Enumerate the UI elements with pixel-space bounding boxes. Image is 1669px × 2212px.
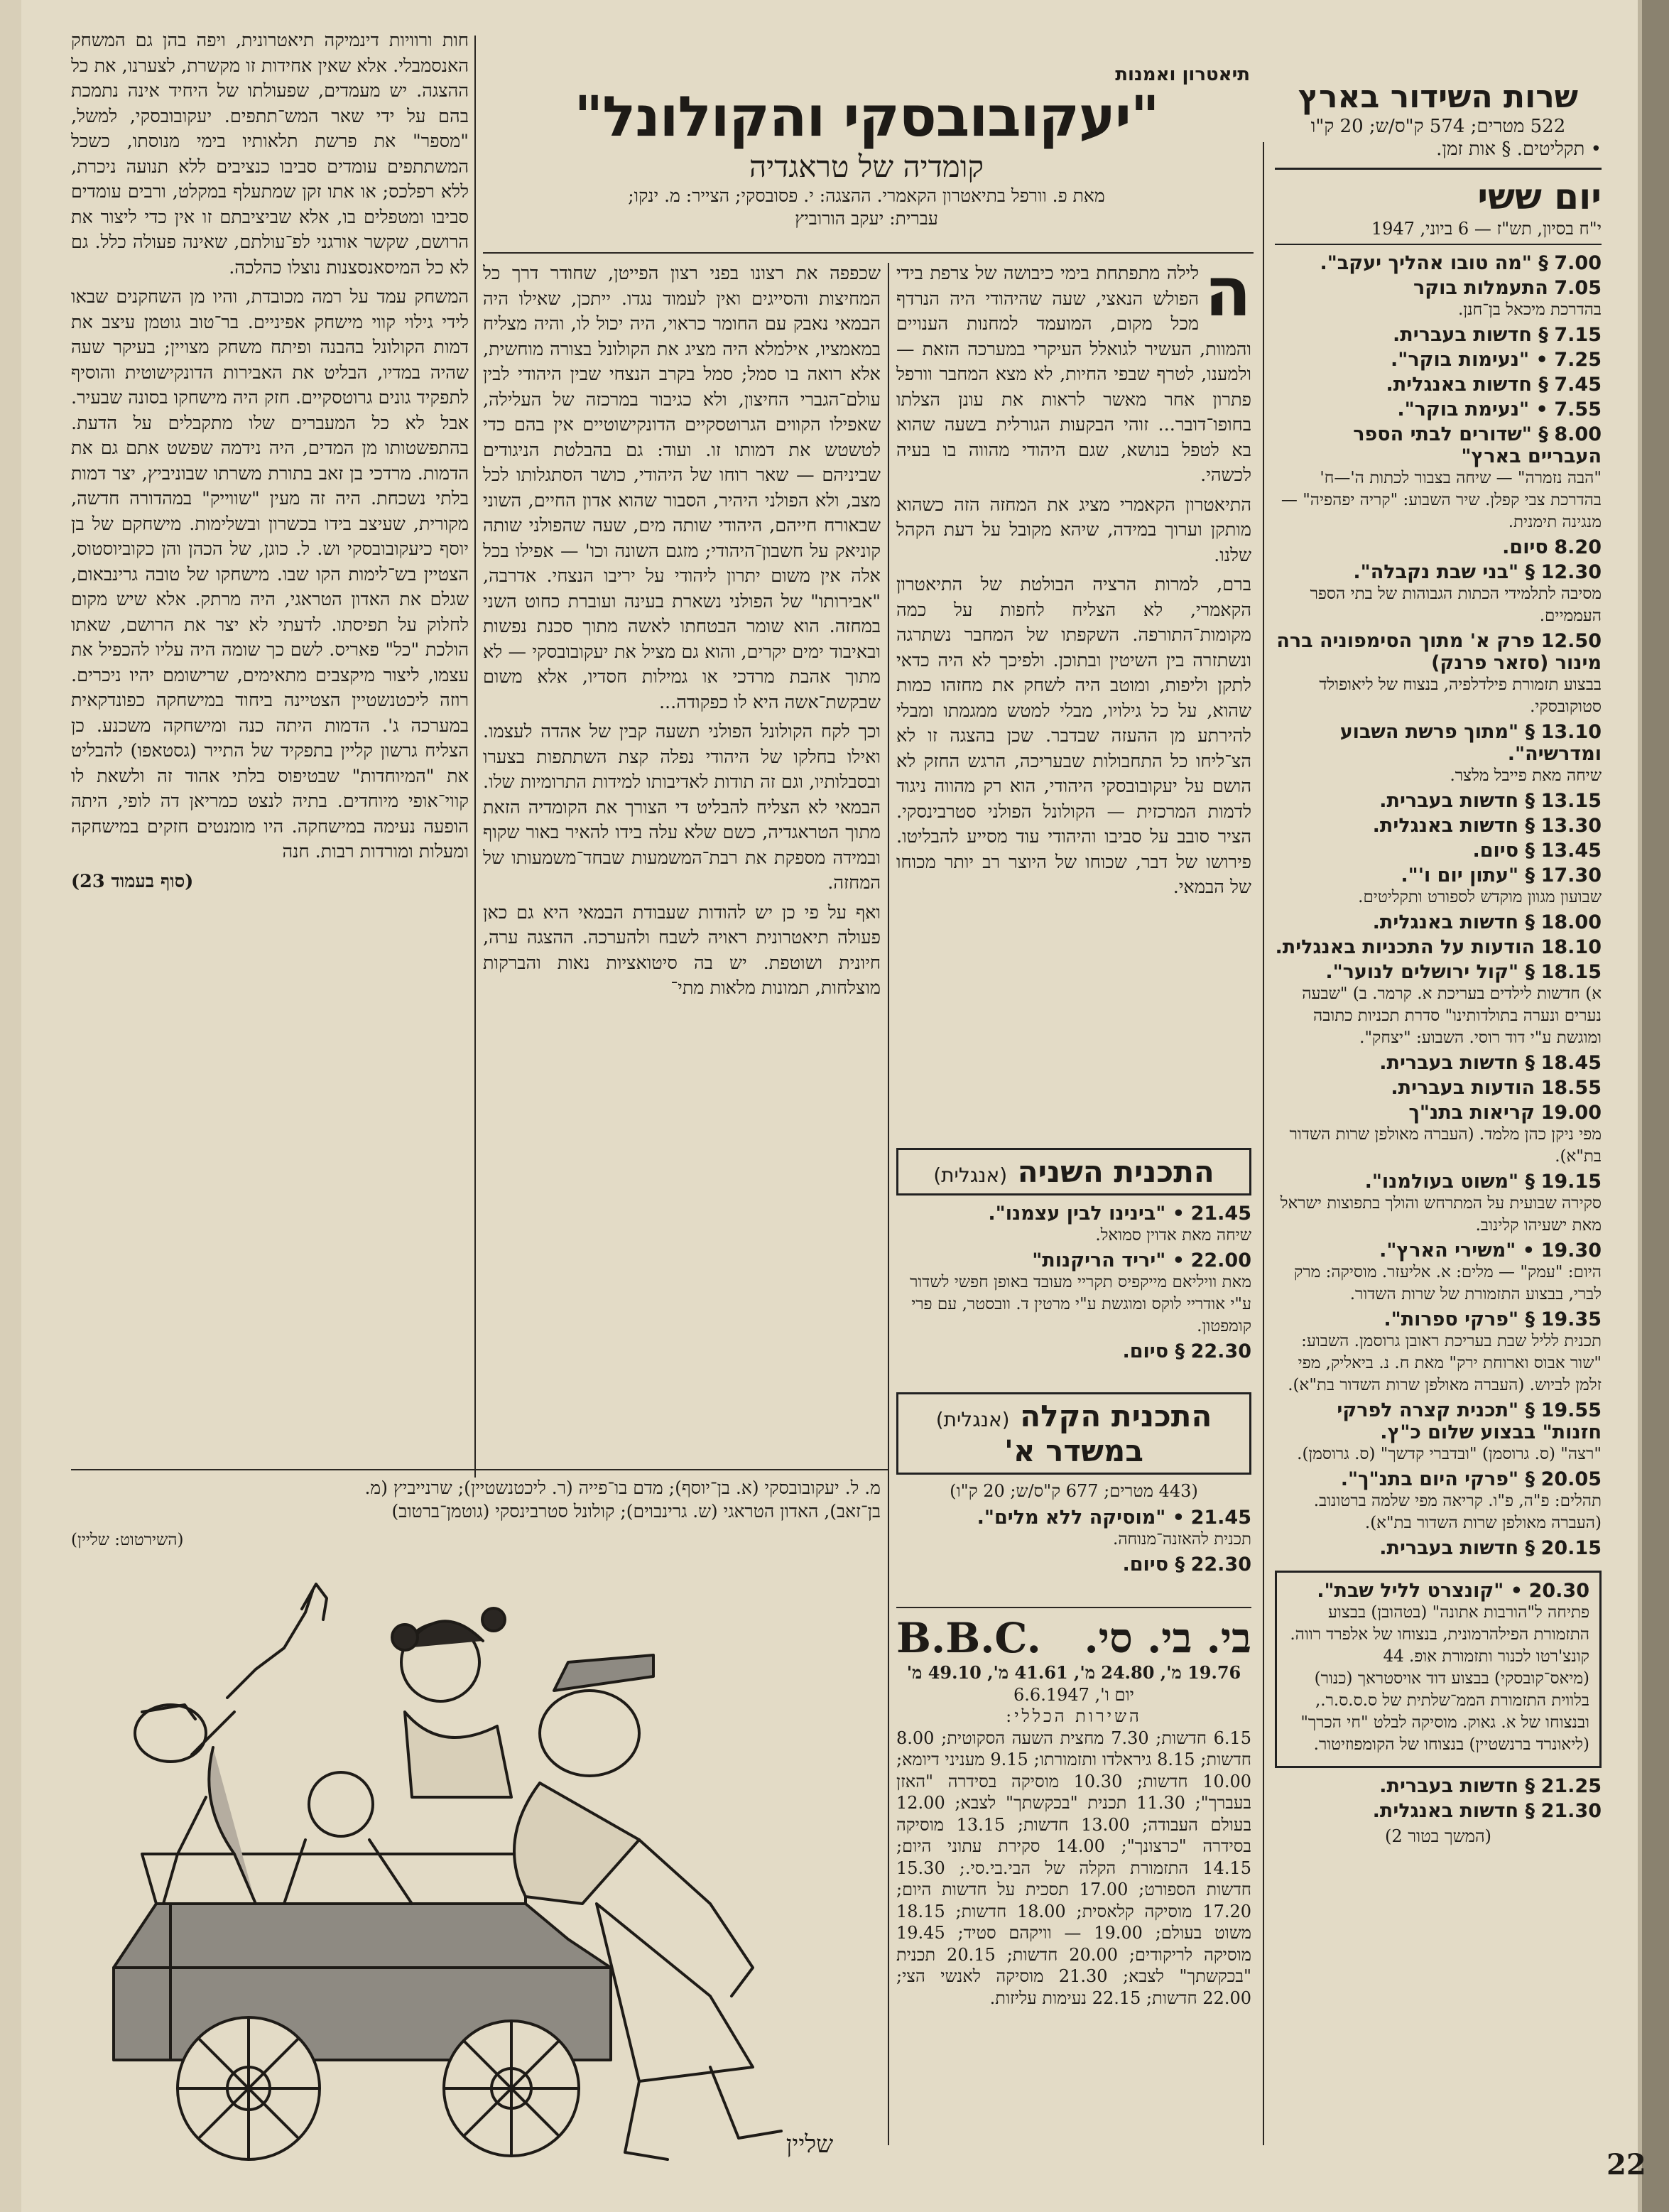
column-rule [474, 36, 476, 1478]
schedule-title: • "יריד הריקנות" [1032, 1249, 1185, 1272]
schedule-title: • "משירי הארץ". [1379, 1240, 1535, 1262]
light-program-title: התכנית הקלה [1020, 1399, 1212, 1433]
schedule-title: § "מתוך פרשת השבוע ומדרשיה". [1339, 721, 1602, 765]
schedule-time: 20.05 [1540, 1468, 1602, 1490]
schedule-desc: תכנית להאזנה־מנוחה. [1113, 1529, 1251, 1549]
schedule-desc: "רצה" (ס. גרוסמן) "ובדברי קדשך" (ס. גרוסמן). [1297, 1445, 1602, 1463]
schedule-title: § חדשות בעברית. [1379, 1775, 1535, 1797]
schedule-time: 19.30 [1540, 1240, 1602, 1262]
schedule-desc: מאת וויליאם מייקפיס תקריי מעובד באופן חפשי לשדור ע"י אודריי לוקס ומוגשת ע"י מרטין ד. וובסטר, עם פרי קומפטון. [910, 1273, 1251, 1335]
schedule-desc: א) חדשות לילדים בעריכת א. קרמר. ב) "שבעה נערים ונערה בתולדותינו" סדרת תכניות כתובה ומוגשת ע"י דוד רוסי. השבוע: "יצחק". [1302, 985, 1602, 1047]
schedule-title: § חדשות באנגלית. [1372, 1800, 1535, 1822]
caption-rule [71, 1469, 888, 1470]
illustration-caption [71, 1476, 881, 1568]
schedule-time: 21.30 [1540, 1800, 1602, 1822]
article-column-1-text [896, 261, 1251, 901]
cartoon-drawing [71, 1570, 881, 2181]
schedule-time: 7.55 [1554, 399, 1602, 421]
schedule-item [1275, 536, 1602, 558]
schedule-item [1275, 1308, 1602, 1397]
schedule-item [1275, 277, 1602, 321]
article-paragraph: חות ורוויות דינמיקה תיאטרונית, ויפה בהן גם המשחק האנסמבלי. אלא שאין אחידות זו מקשרת, לצערנו, את כל ההצגה. יש מעמדים, שפעולתו של היחיד אינה נתמכת בהם על ידי שאר המש־תתפים. יעקובובסקי, למשל, "מספר" את פרשת תלאותיו בימי מנוסתו, כשכל המשתתפים עומדים סביבו כנציבים ללא תנועה ניכרת, ללא רפלכס; או אתו זקן שמתעלף במקלט, ורבים עומדים סביבו ומטפלים בו, אלא שביציבתם זו אין כדי ליצור את הרושם, שקשר אורגני לפ־עולתם, שאינה פעולה כלל. גם לא כל המיסאנסצנות נוצלו כהלכה. [71, 30, 469, 278]
article-column-2-text [483, 261, 881, 1002]
light-program-title-line [907, 1399, 1241, 1433]
schedule-time: 22.30 [1190, 1340, 1251, 1362]
concert-item [1287, 1580, 1589, 1756]
light-program-lang: (אנגלית) [935, 1408, 1010, 1431]
schedule-item [1275, 423, 1602, 533]
schedule-item [1275, 1240, 1602, 1306]
schedule-title: § חדשות באנגלית. [1372, 911, 1535, 933]
schedule-title: § חדשות באנגלית. [1372, 815, 1535, 837]
schedule-desc: "הבה נזמרה" — שיחה בצבור לכתות ה'—ח' בהדרכת צבי קפלן. שיר השבוע: "קריה יפהפיה" — מנגינה תימנית. [1281, 469, 1602, 531]
article-paragraph: ברם, למרות הרציה הבולטת של התיאטרון הקאמרי, לא הצליח לחפות על כמה מקומות־התורפה. השקפתו של המחבר נשתרגה ונשתזרה בין השיטין ובתוכן. ולפיכך לא היה כדאי לתקן וליפות, ומוטב היה לשחק את מחזהו כמות שהוא, על כל גילויו, מבלי למטש ממגמתו ומבלי להירתע מן ההעזה שבדבר. שכן בהצגה זו לא הצ־ליחו כל התחבולות שבעריכה, הרגש החזק לא הושם על יעקובובסקי היהודי, הוא רק מהווה ניגוד לדמות המרכזית — הקולונל הפולני סטרבינסקי. הציר סובב על סביבו והיהודי עוד מסייע להבליטו. פירושו של דבר, שכוחו של היוצר רב יותר מכוחו של הבמאי. [896, 574, 1251, 898]
schedule-time: 18.00 [1540, 911, 1602, 933]
continued-note: (המשך בטור 2) [1384, 1826, 1492, 1846]
schedule-desc: שיחה מאת פייבל מלצר. [1450, 766, 1602, 785]
schedule-title: § סיום. [1122, 1340, 1185, 1362]
schedule-item [1275, 324, 1602, 346]
article-paragraph: שכפפה את רצונו בפני רצון הפייטן, שחודר דרך כל המחיצות והסייגים ואין לעמוד נגדו. ייתכן, שאילו היה הבמאי נאבק עם החומר כראוי, היה יכול לו, והיה מצליח במאמציו, אילמלא היה מציג את הקולונל בצורה מוחשית, אלא רואה בו סמל; סמל בקרב הנצחי שבין היהודי לבין עולם־הגברי החיצון, ולא כגיבור במרכזה של העלילה, שאפילו הקווים הגרוטסקיים הדונקישוטיים אין בהם כדי לטשטש את דמותו זו. ועוד: גם בהבלטת הניגודים שביניהם — שאר רוחו של היהודי, כושר הסתגלותו לכל מצב, ולא הפולני היהיר, הסבור שהוא אדון החיים, השוני שבאורח חייהם, היהודי שותה מים, שעה שהפולני שותה קוניאק על חשבון־היהודי; מזגם השונה וכו' — אפילו בכל אלה אין משום יתרון ליהודי על יריבו הנצחי. אדרבה, "אבירותו" של הפולני נשארת בעינה ועוברת כחוט השני במחזה. הוא שומר הבטחתו לאשה מתוך סכנת נפשות ובאיבוד ימים יקרים, והוא גם מציל את יעקובובסקי — לא מתוך אהבת מרדכי או גמילות חסדיו, אלא משום שבקשת־אשה היא לו כפקודה... [483, 263, 881, 713]
schedule-desc: בהדרכת מיכאל בן־חנן. [1457, 300, 1602, 319]
article-column-3 [71, 28, 469, 1467]
section-tag: תיאטרון ואמנות [1115, 64, 1250, 85]
second-program-title-box [896, 1148, 1251, 1196]
second-program-box [896, 1148, 1251, 1382]
radio-legend: • תקליטים. § אות זמן. [1436, 139, 1602, 160]
schedule-title: § "מה טובו אהליך יעקב". [1320, 252, 1548, 274]
schedule-time: 8.00 [1554, 423, 1602, 445]
schedule-desc: סקירה שבועית על המתרחש והולך בתפוצות ישראל מאת ישעיהו קלינוב. [1280, 1194, 1602, 1235]
schedule-title: הודעות על התכניות באנגלית. [1275, 936, 1535, 958]
schedule-item [1275, 1399, 1602, 1465]
adjacent-page-edge [0, 0, 21, 2212]
header-rule [483, 252, 1254, 254]
radio-items-list [1275, 252, 1602, 1559]
schedule-item [1275, 864, 1602, 909]
schedule-desc: היום: "עמק" — מלים: א. אליעזר. מוסיקה: מרק לברי, בבצוע התזמורת של שרות השדור. [1294, 1263, 1602, 1303]
schedule-time: 21.25 [1540, 1775, 1602, 1797]
schedule-item [1275, 840, 1602, 862]
article-translator: עברית: יעקב הורוביץ [795, 208, 938, 229]
schedule-item [1275, 630, 1602, 718]
bbc-schedule-text: 6.15 חדשות; 7.30 מחצית השעה הסקוטית; 8.00 חדשות; 8.15 גיראלדו ותזמורתו; 9.15 מעניני דיומא; 10.00 חדשות; 10.30 מוסיקה בסידרה "האזן בעברך"; 11.30 תכנית "בכקשתך" לצבא; 12.00 בעולם העבודה; 13.00 חדשות; 13.15 מוסיקה בסידרה "כרצונך"; 14.00 סקירת עתוני היום; 14.15 התזמורת הקלה של הבי.בי.סי.; 15.30 חדשות הספורט; 17.00 תסכית על חדשות היום; 17.20 מוסיקה קלאסית; 18.00 חדשות; 18.15 משוט בעולם; 19.00 — וויקהם סטיד; 19.45 מוסיקה לריקודים; 20.00 חדשות; 20.15 תכנית "בכקשתך" לצבא; 21.30 מוסיקה לאנשי הצי; 22.00 חדשות; 22.15 נעימות עליזות. [896, 1728, 1251, 2008]
article-header [483, 64, 1250, 256]
binding-edge [1642, 0, 1669, 2212]
schedule-title: § "פרקי היום בתנ"ך". [1340, 1468, 1535, 1490]
schedule-time: 13.30 [1540, 815, 1602, 837]
light-program-items [896, 1507, 1251, 1576]
schedule-time: 7.25 [1554, 349, 1602, 371]
article-credits: מאת פ. וורפל בתיאטרון הקאמרי. ההצגה: י. פסובסקי; הצייר: מ. ינקו; [628, 185, 1105, 206]
second-program-lang: (אנגלית) [933, 1164, 1008, 1187]
schedule-title: § חדשות בעברית. [1379, 1052, 1535, 1074]
schedule-time: 12.50 [1540, 630, 1602, 652]
bbc-service: השירות הכללי: [1006, 1706, 1142, 1726]
schedule-time: 13.10 [1540, 721, 1602, 743]
schedule-time: 7.45 [1554, 374, 1602, 396]
schedule-item [896, 1203, 1251, 1247]
schedule-title: § חדשות בעברית. [1393, 324, 1548, 346]
schedule-item [1275, 1537, 1602, 1559]
caption-artist: (השירטוט: שליין) [71, 1531, 184, 1549]
light-program-box [896, 1392, 1251, 1605]
schedule-time: 8.20 [1554, 536, 1602, 558]
schedule-time: 7.00 [1554, 252, 1602, 274]
schedule-title: § חדשות בעברית. [1379, 790, 1535, 812]
cartoon-illustration [71, 1570, 881, 2181]
schedule-item [1275, 252, 1602, 274]
schedule-item [1275, 561, 1602, 627]
drop-cap: ה [1205, 261, 1251, 332]
schedule-item [1275, 349, 1602, 371]
schedule-time: 18.45 [1540, 1052, 1602, 1074]
schedule-title: • "מוסיקה ללא מלים". [977, 1506, 1185, 1529]
light-program-title-box [896, 1392, 1251, 1475]
schedule-title: § חדשות בעברית. [1379, 1537, 1535, 1559]
bbc-title-english: B.B.C. [896, 1614, 1041, 1662]
schedule-title: התעמלות בוקר [1413, 277, 1548, 299]
day-date: י"ח בסיון, תש"ז — 6 ביוני, 1947 [1275, 218, 1602, 245]
schedule-title: § סיום. [1122, 1553, 1185, 1576]
schedule-item [1275, 1775, 1602, 1797]
schedule-time: 13.45 [1540, 840, 1602, 862]
end-note: (סוף בעמוד 23) [71, 870, 194, 892]
schedule-title: § "תכנית קצרה לפרקי חזנות" בבצוע שלום כ"ץ. [1337, 1399, 1602, 1443]
schedule-time: 18.10 [1540, 936, 1602, 958]
schedule-desc: מפי ניקן כהן מלמד. (העברה מאולפן שרות השדור בת"א). [1289, 1125, 1602, 1166]
schedule-title: § "שדורים לבתי הספר העבריים בארץ" [1353, 423, 1602, 467]
light-program-subtitle: במשדר א' [1004, 1433, 1143, 1468]
schedule-item [896, 1249, 1251, 1338]
schedule-time: 18.55 [1540, 1077, 1602, 1099]
schedule-item [896, 1340, 1251, 1362]
schedule-title: § "בני שבת נקבלה". [1353, 561, 1535, 583]
schedule-desc: בבצוע תזמורת פילדלפיה, בנצוח של ליאופולד סטוקובסקי. [1319, 676, 1602, 716]
schedule-title: הודעות בעברית. [1391, 1077, 1535, 1099]
schedule-item [1275, 1052, 1602, 1074]
concert-box [1275, 1571, 1602, 1768]
cartoon-signature: שליין [785, 2130, 834, 2159]
schedule-item [896, 1507, 1251, 1551]
schedule-item [1275, 1077, 1602, 1099]
column-rule [888, 263, 889, 2145]
schedule-item [1275, 1468, 1602, 1534]
article-column-1 [896, 261, 1251, 1114]
schedule-desc: תכנית לליל שבת בעריכת ראובן גרוסמן. השבוע: "שור אבוס וארוחת ירק" מאת ח. נ. ביאליק, מפי זלמן לביוש. (העברה מאולפן שרות השדור בת"א). [1288, 1332, 1602, 1394]
caption-line-2: בן־זאב), האדון הטראגי (ש. גרינבוים); קולונל סטרבינסקי (גוטמן־ברטוב) [391, 1501, 881, 1522]
schedule-time: 19.15 [1540, 1171, 1602, 1193]
schedule-title: § סיום. [1472, 840, 1535, 862]
bbc-date: יום ו', 6.6.1947 [1013, 1684, 1134, 1705]
schedule-time: 19.35 [1540, 1308, 1602, 1330]
schedule-item [1275, 815, 1602, 837]
schedule-title: § חדשות באנגלית. [1386, 374, 1548, 396]
schedule-item [1275, 790, 1602, 812]
bbc-frequencies: 19.76 מ', 24.80 מ', 41.61 מ', 49.10 מ' [906, 1662, 1241, 1683]
schedule-desc: שבועון מגוון מוקדש לספורט ותקליטים. [1358, 888, 1602, 906]
schedule-time: 12.30 [1540, 561, 1602, 583]
schedule-time: 20.15 [1540, 1537, 1602, 1559]
schedule-item [1275, 721, 1602, 787]
article-paragraph: התיאטרון הקאמרי מציג את המחזה הזה כשהוא מותקן וערוך במידה, שיהא מקובל על דעת הקהל שלנו. [896, 494, 1251, 566]
article-column-2 [483, 261, 881, 1462]
divider [1275, 168, 1602, 170]
schedule-time: 13.15 [1540, 790, 1602, 812]
bbc-box [896, 1614, 1251, 2168]
schedule-title: סיום. [1502, 536, 1548, 558]
article-paragraph: המשחק עמד על רמה מכובדת, והיו מן השחקנים שבאו לידי גילוי קווי מישחק אפיניים. בר־טוב גוטמן עיצב את דמות הקולונל בהבנה ופיתח משחק מצויין; בעיקר שעה שהיה במדיו, הבליט את האבירות הדונקישוטית והוסיף לתפקיד גונים גרוטסקיים. חזק היה מישחקו בסונה שבעיר. אבל לא כל המעברים שלו מתקבלים על הדעת. בהתפשטותו מן המדים, היה נידמה שפשט אתם גם את הדמות. מרדכי בן זאב בתורת משרתו שבוניביץ, יצר דמות בלתי נשכחת. היה זה מעין "שווייק" במהדורה חדשה, מקורית, שעיצב בידו בכשרון ובשלימות. מישחקם של בן יוסף כיעקובובסקי וש. ל. כוגן, של הכהן והן כקוביוסטוס, הצטיין בש־לימות הקו שבו. מישחקו של טובה גרינבאום, שגלם את האדון הטראגי, היה מרתק. אלא שיש מקום לחלוק על תפיסתו. לדעתי לא יצר את הרושם, שאתו הולכת "כל" פאריס. לשם כך שומה היה עליו להכפיל את עצמו, ליצור מיקצבים מתאימים, שרישומם יהיו ניכרים. רוזה ליכטנשטיין הצטיינה ביחוד במישחקה כפונדקאית במערכה ג'. הדמות היתה כנה ומישחקה משכנע. כן הצליח גרשון קליין בתפקיד של התייר (גסטאפו) להבליט את "המיוחדות" שבטיפוס בלתי אהוד זה ולשאת לו קווי־אופי מיוחדים. בתיה לנצט כמריאן דה לופי, היתה הופעה נעימה במישחקה. היו מומנטים חזקים במישחקה ומעלות ומורדות רבות. חנה [71, 286, 469, 862]
article-column-3-text [71, 28, 469, 865]
schedule-time: 22.30 [1190, 1553, 1251, 1576]
bbc-title [896, 1614, 1251, 1662]
schedule-desc: שיחה מאת אדוין סמואל. [1095, 1226, 1251, 1245]
article-paragraph: ואף על פי כן יש להודות שעבודת הבמאי היא גם כאן פעולה תיאטרונית ראויה לשבח ולהערכה. ההצגה ערה, חיונית ושוטפת. יש בה סיטואציות נאות והברקות מוצלחות, תמונות מלאות מתי־ [483, 901, 881, 999]
schedule-item [1275, 936, 1602, 958]
schedule-time: 7.05 [1554, 277, 1602, 299]
schedule-title: • "נעימות בוקר". [1391, 349, 1548, 371]
concert-time: 20.30 [1528, 1580, 1589, 1602]
second-program-items [896, 1203, 1251, 1362]
schedule-desc: מסיבה לתלמידי הכתות הגבוהות של בתי הספר העממיים. [1310, 585, 1602, 625]
schedule-time: 19.00 [1540, 1102, 1602, 1124]
page-number: 22 [1607, 2148, 1646, 2181]
schedule-item [1275, 911, 1602, 933]
bbc-top-rule [896, 1607, 1251, 1608]
day-title: יום ששי [1477, 176, 1602, 217]
schedule-title: § "קול ירושלים לנוער". [1325, 961, 1535, 983]
caption-line-1: מ. ל. יעקובובסקי (א. בן־יוסף); מדם בו־פייה (ר. ליכטנשטיין); שרנייביץ (מ. [364, 1478, 881, 1498]
schedule-item [1275, 1800, 1602, 1822]
article-title: "יעקובובסקי והקולונל" [574, 85, 1159, 149]
schedule-item [1275, 374, 1602, 396]
schedule-item [1275, 399, 1602, 421]
schedule-title: פרק א' מתוך הסימפוניה ברה מינור (סזאר פרנק) [1276, 630, 1602, 674]
schedule-time: 19.55 [1540, 1399, 1602, 1421]
schedule-time: 7.15 [1554, 324, 1602, 346]
schedule-time: 17.30 [1540, 864, 1602, 887]
concert-title: • "קונצרט לליל שבת". [1317, 1580, 1523, 1602]
radio-frequency: 522 מטרים; 574 ק"ס/ש; 20 ק"ו [1310, 116, 1566, 137]
schedule-desc: תהלים: פ"ה, פ"ו. קריאה מפי שלמה ברטונוב. (העברה מאולפן שרות השדור בת"א). [1313, 1492, 1602, 1532]
schedule-title: § "עתון יום ו'". [1401, 864, 1535, 887]
bbc-title-hebrew: בי. בי. סי. [1084, 1614, 1251, 1662]
schedule-item [1275, 1102, 1602, 1168]
schedule-time: 18.15 [1540, 961, 1602, 983]
schedule-item [896, 1554, 1251, 1576]
schedule-title: § "משוט בעולמנו". [1364, 1171, 1535, 1193]
radio-schedule-column [1275, 80, 1602, 2154]
schedule-time: 21.45 [1190, 1203, 1251, 1225]
schedule-time: 21.45 [1190, 1506, 1251, 1529]
schedule-time: 22.00 [1190, 1249, 1251, 1272]
article-paragraph: לילה מתפתחת בימי כיבושה של צרפת בידי הפולש הנאצי, שעה שהיהודי היה הנרדף מכל מקום, המועמד למחנות הענויים והמוות, העשיר לגואלל העיקרי במערכה הזאת — ולמענו, לטרף שבפי החיות, לא מצא המחבר וורפל פתרון אחר מאשר לראות את עונן הצלתו בחופו־דובר... זוהי הבקעות הגורלית בשעה שהוא בא לטפל בנושא, שגם היהודי מהווה בו בעיה לכשהי. [896, 263, 1251, 486]
concert-desc: פתיחה ל"הורבות אתונה" (בטהובן) בבצוע התזמורת הפילהרמונית, בנצוחו של אלפרד רווה. קונצ'רטו לכנור ותזמורת אופ. 44 (מיאס־קובסקי) בבצוע דוד אויסטראך (כנור) בלווית התזמורת הממ־שלתית של ס.ס.ס.ר., ובנצוחו של א. גאוק. מוסיקה לבלט "חי הכרך" (ליאונרד ברנשטיין) בנצוחו של הקומפוזיטור. [1290, 1603, 1589, 1754]
radio-header: שרות השידור בארץ [1298, 80, 1579, 115]
schedule-title: • "נעימת בוקר". [1397, 399, 1548, 421]
light-program-freq: (443 מטרים; 677 ק"ס/ש; 20 ק"ו) [950, 1481, 1198, 1501]
column-rule [1263, 142, 1264, 2145]
binding-shadow [1638, 0, 1642, 2212]
article-paragraph: וכך לקח הקולונל הפולני תשעה קבין של אהדה לעצמו. ואילו בחלקו של היהודי נפלה קצת השתתפות בצערו ובסבלותיו, וגם זה תודות לאדיבותו למידות התרומיות שלו. הבמאי לא הצליח להבליט די הצורך את הקומדיה הזאת מתוך הטראגדיה, כשם שלא עלה בידו להאיר באור שקוף ובמידה מספקת את רבת־המשמעות שבחד־משמעותו של המחזה. [483, 721, 881, 894]
schedule-title: קריאות בתנ"ך [1408, 1102, 1535, 1124]
schedule-item [1275, 1171, 1602, 1237]
schedule-title: § "פרקי ספרות". [1383, 1308, 1535, 1330]
article-subtitle: קומדיה של טראגדיה [749, 149, 984, 184]
radio-tail-list [1275, 1775, 1602, 1822]
schedule-title: • "בינינו לבין עצמנו". [988, 1203, 1185, 1225]
second-program-title: התכנית השניה [1017, 1154, 1214, 1189]
schedule-item [1275, 961, 1602, 1049]
